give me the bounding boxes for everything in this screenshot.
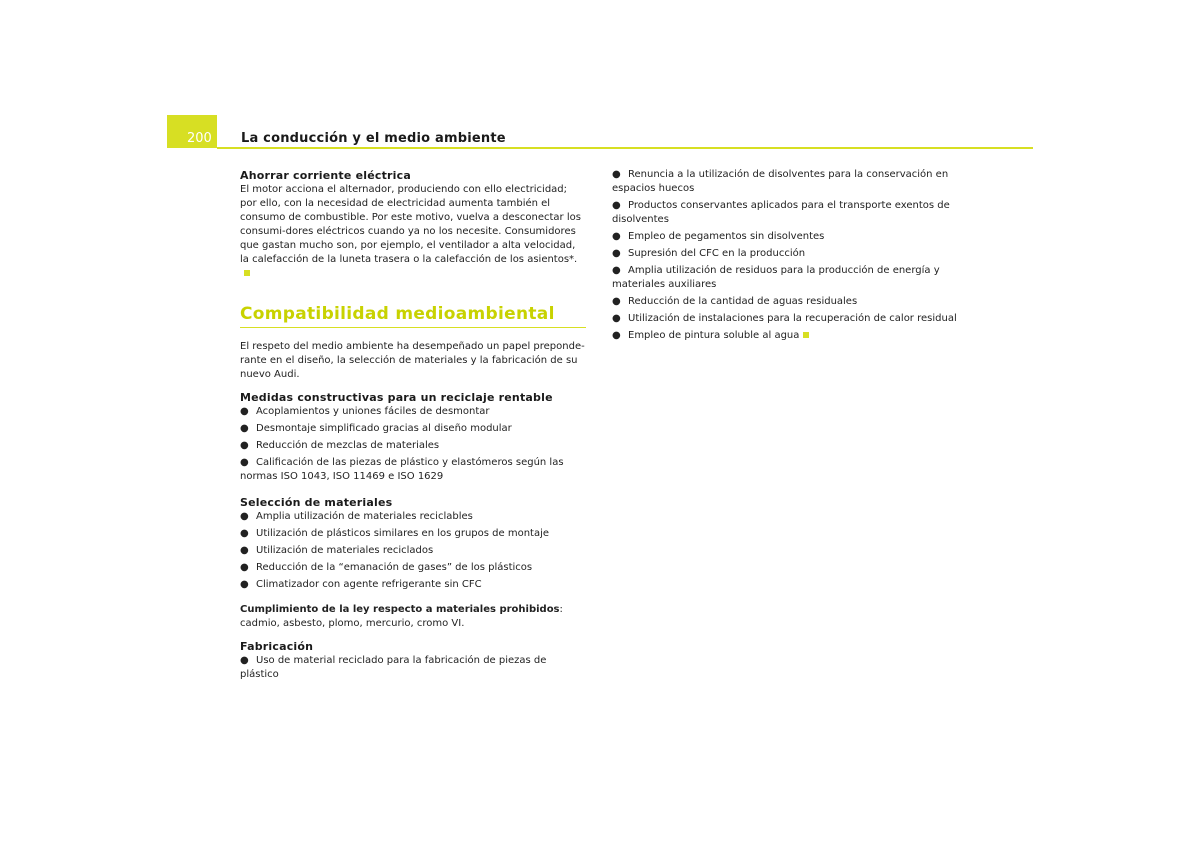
list-item: ● Empleo de pegamentos sin disolventes: [612, 231, 825, 242]
list-fabricacion: [240, 654, 586, 682]
list-item: ● Utilización de materiales reciclados: [240, 545, 434, 556]
list-item: ● Utilización de instalaciones para la recuperación de calor residual: [612, 313, 957, 324]
bullet-icon: ●: [612, 330, 621, 341]
bullet-icon: ●: [612, 296, 621, 307]
list-item: ● Desmontaje simplificado gracias al diseño modular: [240, 423, 512, 434]
bullet-icon: ●: [240, 440, 249, 451]
list-item: ● Reducción de la “emanación de gases” de los plásticos: [240, 562, 533, 573]
chapter-title: La conducción y el medio ambiente: [241, 131, 506, 146]
heading-ahorrar: Ahorrar corriente eléctrica: [240, 169, 411, 182]
section-title: Compatibilidad medioambiental: [240, 303, 586, 328]
right-column: [612, 168, 964, 346]
end-of-section-mark: [803, 332, 809, 338]
list-item: ● Calificación de las piezas de plástico y elastómeros según las normas ISO 1043, ISO 11469 e ISO 1629: [240, 457, 564, 482]
list-item: ● Reducción de la cantidad de aguas residuales: [612, 296, 858, 307]
bullet-icon: ●: [240, 511, 249, 522]
list-item: ● Empleo de pintura soluble al agua: [612, 329, 964, 343]
bullet-icon: ●: [612, 200, 621, 211]
list-medidas: [240, 405, 586, 484]
left-column: [240, 168, 586, 685]
bullet-icon: ●: [612, 248, 621, 259]
page-number: 200: [187, 131, 212, 146]
bullet-icon: ●: [240, 655, 249, 666]
bullet-icon: ●: [240, 579, 249, 590]
list-item: ● Amplia utilización de materiales reciclables: [240, 511, 473, 522]
paragraph-ahorrar: [240, 183, 586, 281]
heading-medidas: Medidas constructivas para un reciclaje rentable: [240, 391, 553, 404]
list-item: ● Reducción de mezclas de materiales: [240, 440, 440, 451]
law-paragraph: [240, 603, 586, 631]
list-item: ● Acoplamientos y uniones fáciles de desmontar: [240, 406, 490, 417]
list-right: [612, 168, 964, 343]
list-item: ● Productos conservantes aplicados para el transporte exentos de disolventes: [612, 200, 950, 225]
paragraph-ahorrar-text: El motor acciona el alternador, produciendo con ello electricidad; por ello, con la necesidad de electricidad aumenta también el consumo de combustible. Por este motivo, vuelva a desconectar los consumi-dores eléctricos cuando ya no los necesite. Consumidores que gastan mucho son, por ejemplo, el ventilador a alta velocidad, la calefacción de la luneta trasera o la calefacción de los asientos*.: [240, 184, 581, 265]
bullet-icon: ●: [240, 423, 249, 434]
list-item: ● Renuncia a la utilización de disolventes para la conservación en espacios huecos: [612, 169, 949, 194]
law-bold-text: Cumplimiento de la ley respecto a materiales prohibidos: [240, 604, 560, 615]
bullet-icon: ●: [612, 313, 621, 324]
law-text: : cadmio, asbesto, plomo, mercurio, cromo VI.: [240, 604, 563, 629]
bullet-icon: ●: [240, 528, 249, 539]
end-of-section-mark: [244, 270, 250, 276]
list-item: ● Amplia utilización de residuos para la producción de energía y materiales auxiliares: [612, 265, 940, 290]
bullet-icon: ●: [240, 457, 249, 468]
list-item: ● Uso de material reciclado para la fabricación de piezas de plástico: [240, 655, 547, 680]
bullet-icon: ●: [240, 545, 249, 556]
list-seleccion: [240, 510, 586, 592]
heading-seleccion: Selección de materiales: [240, 496, 393, 509]
bullet-icon: ●: [612, 265, 621, 276]
list-item: ● Supresión del CFC en la producción: [612, 248, 806, 259]
bullet-icon: ●: [612, 231, 621, 242]
list-item: ● Utilización de plásticos similares en los grupos de montaje: [240, 528, 550, 539]
header-divider: [217, 147, 1033, 149]
bullet-icon: ●: [240, 562, 249, 573]
bullet-icon: ●: [612, 169, 621, 180]
bullet-icon: ●: [240, 406, 249, 417]
list-item: ● Climatizador con agente refrigerante sin CFC: [240, 579, 482, 590]
section-intro: El respeto del medio ambiente ha desempeñado un papel prepondе-rante en el diseño, la selección de materiales y la fabricación de su nuevo Audi.: [240, 341, 585, 380]
heading-fabricacion: Fabricación: [240, 640, 314, 653]
